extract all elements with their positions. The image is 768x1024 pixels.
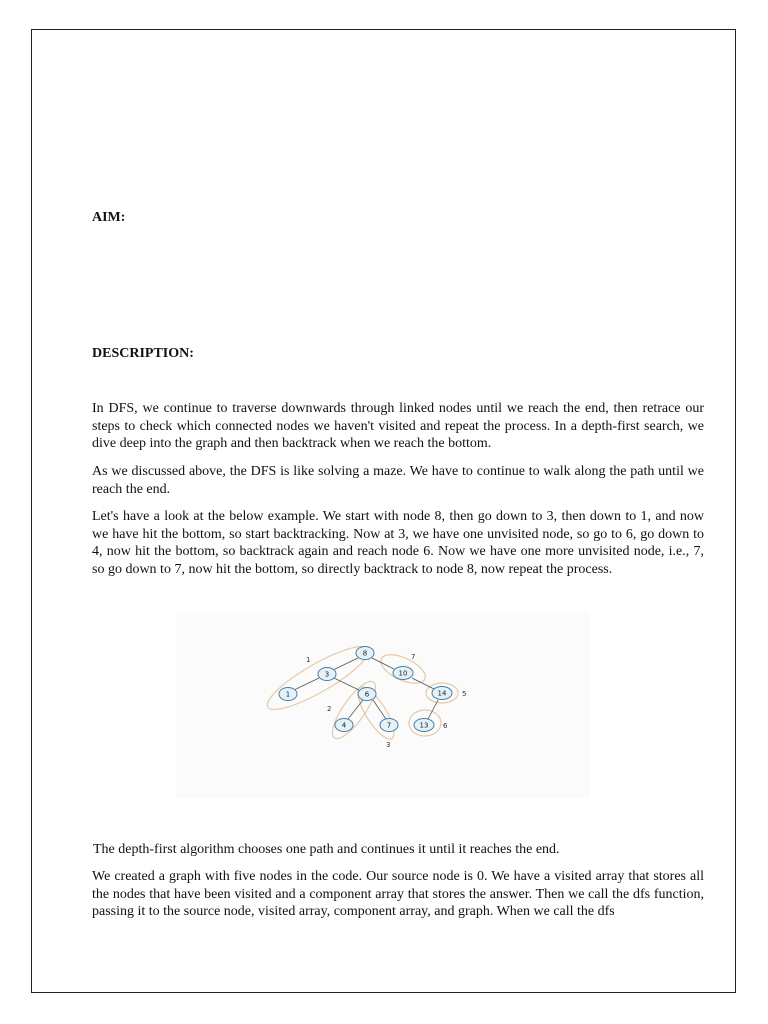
tree-node [335, 719, 353, 732]
paragraph-maze: As we discussed above, the DFS is like solving a maze. We have to continue to walk along the path until we reach the end. [92, 464, 704, 497]
paragraph-example: Let's have a look at the below example. We start with node 8, then go down to 3, then down to 1, and now we have hit the bottom, so start backtracking. Now at 3, we have one unvisited node, so go to 6, go down to 4, now hit the bottom, so backtrack again and reach node 6. Now we have one more unvisited node, i.e., 7, so go down to 7, now hit the bottom, so directly backtrack to node 8, now repeat the process. [92, 509, 704, 577]
edge-3-1 [294, 678, 319, 690]
node-label: 14 [437, 689, 447, 698]
paragraph-code-description: We created a graph with five nodes in the code. Our source node is 0. We have a visited array that stores all the nodes that have been visited and a component array that stores the answer. Then we call the dfs function, passing it to the source node, visited array, component array, and graph. When we call the dfs [92, 869, 704, 919]
node-label: 7 [386, 721, 392, 730]
group-label: 5 [462, 690, 467, 698]
group-label: 2 [327, 705, 332, 713]
tree-node [393, 667, 413, 680]
node-label: 13 [419, 721, 429, 730]
edge-14-13 [428, 700, 438, 719]
tree-node [318, 668, 336, 681]
edge-6-4 [348, 700, 363, 719]
group-label: 7 [411, 653, 416, 661]
description-heading: DESCRIPTION: [92, 346, 194, 361]
tree-node [432, 687, 452, 700]
node-label: 3 [324, 670, 330, 679]
dfs-tree-diagram [176, 612, 590, 798]
group-ellipse-2 [325, 676, 382, 744]
edge-3-6 [334, 678, 359, 690]
tree-node [380, 719, 398, 732]
tree-node [279, 688, 297, 701]
node-label: 10 [398, 669, 408, 678]
edge-6-7 [373, 700, 386, 719]
paragraph-depth-first-summary: The depth-first algorithm chooses one path and continues it until it reaches the end. [93, 842, 560, 857]
tree-node [358, 688, 376, 701]
node-label: 4 [341, 721, 347, 730]
group-label: 6 [443, 722, 448, 730]
aim-heading: AIM: [92, 210, 126, 225]
group-label: 1 [306, 656, 311, 664]
edge-8-3 [333, 658, 358, 670]
tree-node [414, 719, 434, 732]
node-label: 1 [285, 690, 291, 699]
group-label: 3 [386, 741, 391, 749]
node-label: 8 [362, 649, 368, 658]
tree-node [356, 647, 374, 660]
node-label: 6 [364, 690, 370, 699]
dfs-tree-figure [176, 612, 590, 798]
paragraph-dfs-intro: In DFS, we continue to traverse downwards through linked nodes until we reach the end, then retrace our steps to check which connected nodes we haven't visited and repeat the process. In a depth-first search, we dive deep into the graph and then backtrack when we reach the bottom. [92, 401, 704, 451]
